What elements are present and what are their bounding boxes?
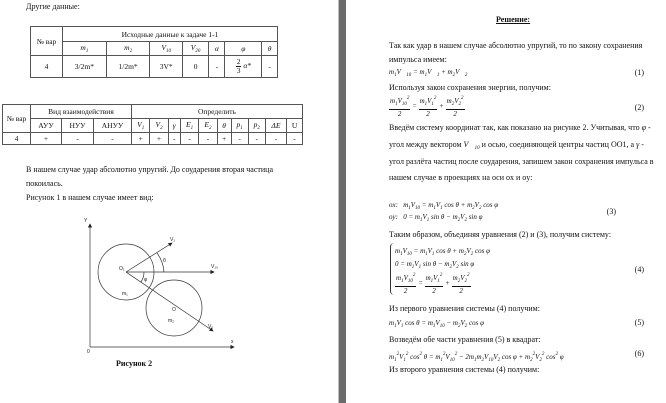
paragraph-momentum-cont: импульса имеем: (389, 55, 447, 64)
paragraph-energy: Используя закон сохранения энергии, получим: (389, 83, 551, 92)
page-gutter (338, 0, 346, 403)
equation-4-line3: $\frac{m_1V_{10}^2}{2}$ = $\frac{m_1V_1^2}{2}$ + $\frac{m_2V_2^2}{2}$ (396, 273, 470, 295)
cell-delta-e: - (265, 133, 286, 145)
solution-title: Решение: (496, 15, 531, 24)
paragraph-second-eq: Из второго уравнения системы (4) получим: (389, 365, 540, 374)
equation-1: $m_1V⃗_{10}$ = $m_1V⃗_1$ + $m_2V⃗_2$ (389, 68, 468, 78)
page-right (346, 0, 666, 403)
col-var-header: № вар (31, 27, 63, 56)
equation-3-number: (3) (606, 207, 616, 216)
figure-caption: Рисунок 2 (116, 359, 153, 368)
col-m2: $m_2$ (106, 42, 150, 56)
cell-m1: 3/2m* (63, 56, 107, 78)
cell-phi: $\frac{2}{3}$ α* (225, 56, 262, 78)
equation-1-number: (1) (634, 68, 644, 77)
cell-alpha: - (209, 56, 225, 78)
paragraph-coords-line2: угол между вектором $V⃗_{10}$ и осью, соединяющей центры частиц OO1, а γ - (389, 140, 644, 151)
paragraph-momentum: Так как удар в нашем случае абсолютно упругий, то по закону сохранения (389, 41, 643, 50)
cell-nuu: - (61, 133, 93, 145)
x-axis-label: x (231, 339, 234, 345)
cell-var: 4 (31, 56, 63, 78)
paragraph-collision: В нашем случае удар абсолютно упругий. До соударения вторая частица (26, 165, 273, 174)
paragraph-figure-intro: Рисунок 1 в нашем случае имеет вид: (26, 193, 154, 202)
col-e1: $E_1$ (180, 119, 198, 133)
equation-4-line1: $m_1V_{10} = m_1V_1$ $\cos \theta + m_2V_2$ cos φ (395, 247, 490, 257)
equation-5-number: (5) (634, 318, 644, 327)
collision-diagram (60, 210, 240, 355)
cell-u: - (287, 133, 303, 145)
col-p1: $p_1$ (231, 119, 248, 133)
cell-v10: 3V* (150, 56, 182, 78)
col-v1: $V_1$ (131, 119, 149, 133)
y-axis-label: Y (84, 218, 88, 224)
o-label: O (172, 307, 176, 313)
cell-e1: - (180, 133, 198, 145)
equation-6-number: (6) (634, 349, 644, 358)
cell-var: 4 (3, 133, 31, 145)
cell-theta: - (262, 56, 278, 78)
col-alpha: α (209, 42, 225, 56)
other-data-heading: Другие данные: (26, 2, 80, 11)
theta-label: θ (163, 258, 166, 264)
m1-label: m₁ (122, 291, 128, 297)
v10-label: V₁₀ (211, 264, 219, 270)
system-brace (390, 243, 394, 295)
col-v2: $V_2$ (150, 119, 168, 133)
cell-anuu: - (93, 133, 131, 145)
col-v20: $V_{20}$ (182, 42, 208, 56)
paragraph-first-eq: Из первого уравнения системы (4) получим: (389, 304, 540, 313)
col-phi: φ (225, 42, 262, 56)
cell-v2: + (150, 133, 168, 145)
paragraph-system: Таким образом, объединяя уравнения (2) и (3), получим систему: (389, 230, 612, 239)
cell-v1: + (131, 133, 149, 145)
paragraph-square: Возведём обе части уравнения (5) в квадрат: (389, 335, 541, 344)
group-interaction: Вид взаимодействия (31, 105, 132, 119)
cell-v20: 0 (182, 56, 208, 78)
equation-3-ox: ox: $m_1V_{10} = m_1V_1$ $\cos \theta + m_2V_2$ cos φ (389, 201, 499, 211)
paragraph-coords-line4: нашем случае в проекциях на оси ox и oy: (389, 173, 533, 182)
cell-p2: - (248, 133, 265, 145)
equation-5: $m_1V_1$ $\cos \theta = m_1V_{10} - m_2V_2$ cos φ (389, 319, 484, 329)
cell-e2: - (199, 133, 217, 145)
col-v10: $V_{10}$ (150, 42, 182, 56)
col-m1: $m_1$ (63, 42, 107, 56)
group-determine: Определить (131, 105, 302, 119)
equation-4-number: (4) (634, 265, 644, 274)
equation-4-line2: $0 = m_1V_1$ $\sin \theta - m_2V_2$ sin φ (395, 260, 475, 270)
col-p2: $p_2$ (248, 119, 265, 133)
col-anuu: АНУУ (93, 119, 131, 133)
equation-3-oy: oy: $0 = m_1V_1$ $\sin \theta - m_2V_2$ sin φ (389, 213, 483, 223)
equation-2: $\frac{m_1V_{10}^2}{2}$ = $\frac{m_1V_1^2}{2}$ + $\frac{m_2V_2^2}{2}$ (390, 96, 464, 118)
source-data-table (30, 26, 278, 78)
cell-gamma: - (168, 133, 180, 145)
paragraph-collision-cont: покоилась. (26, 179, 63, 188)
col-gamma: γ (168, 119, 180, 133)
paragraph-coords-line1: Введём систему координат так, как показано на рисунке 2. Учитывая, что φ - (389, 123, 651, 132)
m2-label: m₂ (168, 318, 175, 324)
paragraph-coords-line3: угол разлёта частиц после соударения, запишем закон сохранения импульса в (389, 157, 654, 166)
cell-p1: - (231, 133, 248, 145)
col-nuu: НУУ (61, 119, 93, 133)
cell-auu: + (31, 133, 62, 145)
equation-2-number: (2) (634, 103, 644, 112)
col-theta: θ (217, 119, 231, 133)
origin-label: 0 (87, 349, 90, 355)
col-u: U (287, 119, 303, 133)
col-delta-e: ΔE (265, 119, 286, 133)
interaction-table (2, 104, 303, 145)
col-auu: АУУ (31, 119, 62, 133)
v1-label: V₁ (170, 237, 176, 243)
col-e2: $E_2$ (199, 119, 217, 133)
o1-label: O₁ (119, 266, 125, 272)
col-theta: θ (262, 42, 278, 56)
group-header: Исходные данные к задаче 1-1 (63, 27, 278, 42)
v2-label: V₂ (208, 324, 214, 330)
cell-theta: + (217, 133, 231, 145)
col-var-header: № вар (3, 105, 31, 133)
equation-6: $m_1^2V_1^2$ $\cos^2 \theta = m_1^2V_{10}^2 - 2m_1m_2V_{10}V_2$ $\cos \varphi + m_2^2V_2^2$ $\cos^2 \varphi$ (389, 352, 564, 363)
cell-m2: 1/2m* (106, 56, 150, 78)
phi-label: φ (144, 277, 148, 283)
